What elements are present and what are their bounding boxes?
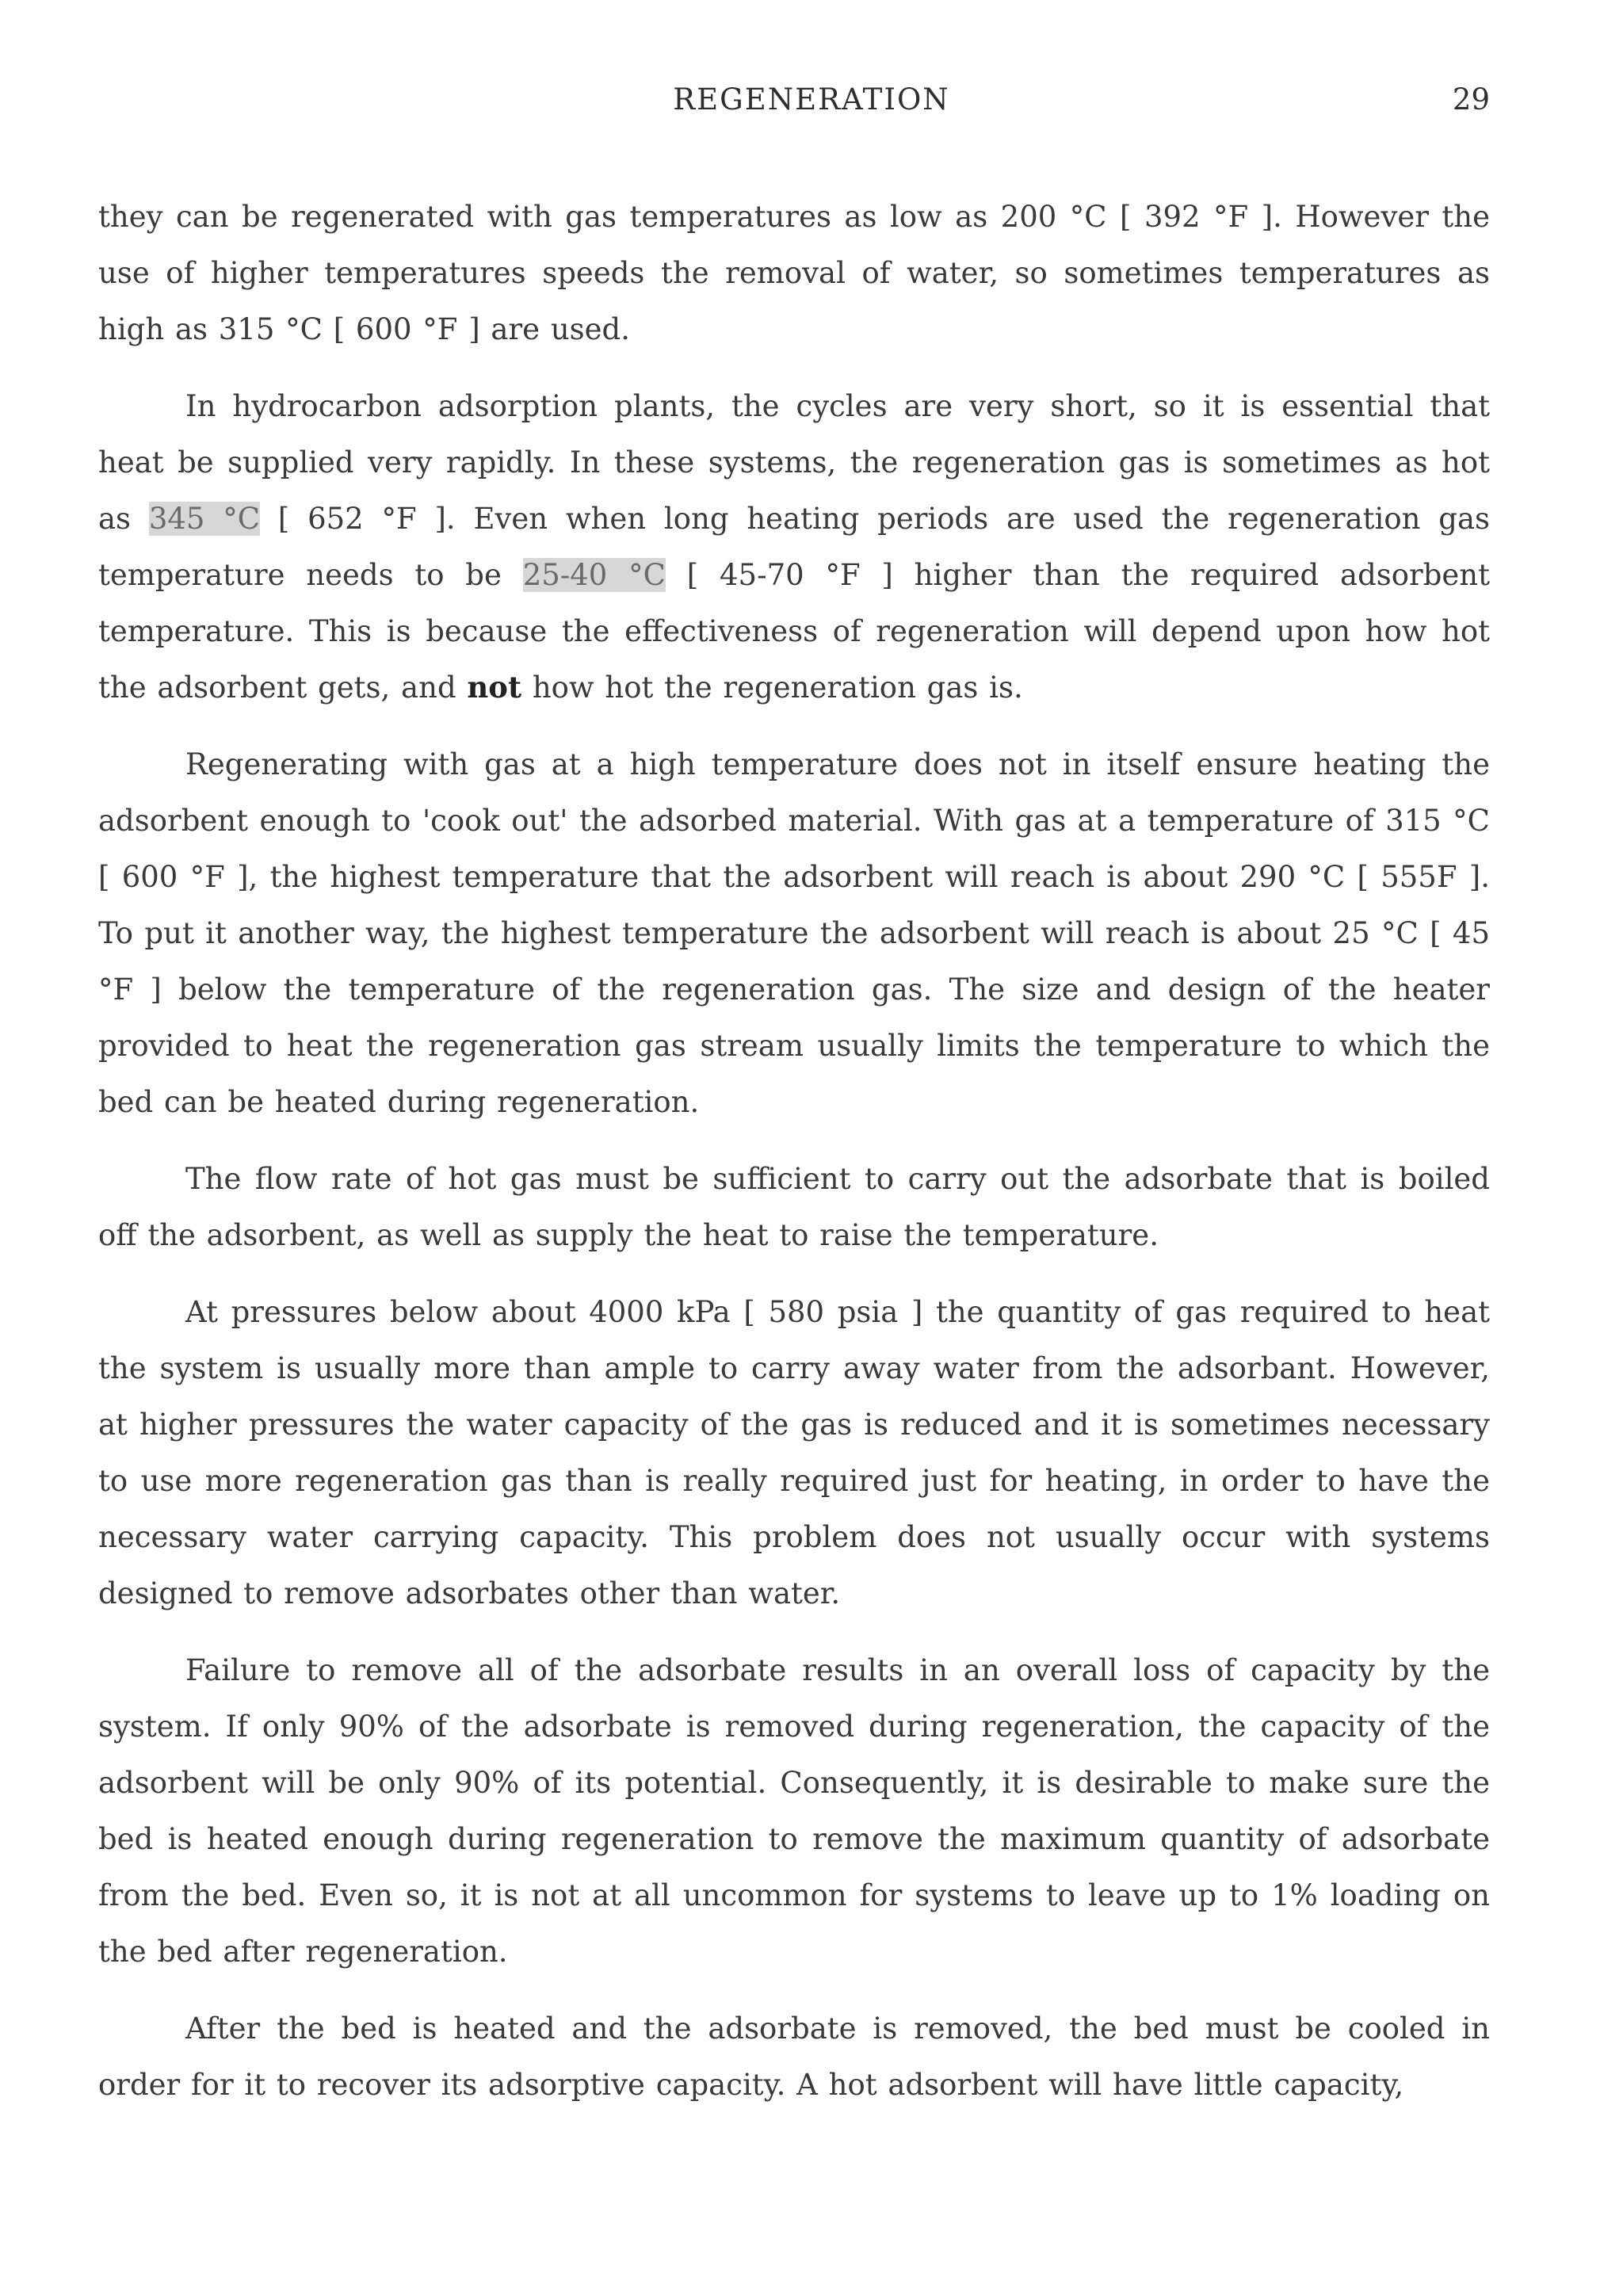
running-header [0, 82, 1623, 122]
paragraph-2-text-b: [ 652 °F ]. Even when long heating periods are used the regeneration gas temperature needs to be [98, 502, 1490, 592]
paragraph-2-text-a: In hydrocarbon adsorption plants, the cycles are very short, so it is essential that heat be supplied very rapidly. In these systems, the regeneration gas is sometimes as hot as [98, 389, 1490, 536]
paragraph-2-text-c: [ 45-70 °F ] higher than the required adsorbent temperature. This is because the effectiveness of regeneration will depend upon how hot the adsorbent gets, and [98, 558, 1490, 705]
emphasis-not: not [467, 670, 522, 705]
paragraph-7-text: After the bed is heated and the adsorbate is removed, the bed must be cooled in order for it to recover its adsorptive capacity. A hot adsorbent will have little capacity, [98, 2011, 1490, 2102]
paragraph-5-text: At pressures below about 4000 kPa [ 580 psia ] the quantity of gas required to heat the system is usually more than ample to carry away water from the adsorbant. However, at higher pressures the water capacity of the gas is reduced and it is sometimes necessary to use more regeneration gas than is really required just for heating, in order to have the necessary water carrying capacity. This problem does not usually occur with systems designed to remove adsorbates other than water. [98, 1295, 1490, 1610]
paragraph-6-text: Failure to remove all of the adsorbate results in an overall loss of capacity by the system. If only 90% of the adsorbate is removed during regeneration, the capacity of the adsorbent will be only 90% of its potential. Consequently, it is desirable to make sure the bed is heated enough during regeneration to remove the maximum quantity of adsorbate from the bed. Even so, it is not at all uncommon for systems to leave up to 1% loading on the bed after regeneration. [98, 1653, 1490, 1969]
highlighted-temperature-345: 345 °C [148, 502, 261, 536]
page-number: 29 [1452, 82, 1490, 117]
paragraph-1-text: they can be regenerated with gas temperatures as low as 200 °C [ 392 °F ]. However the use of higher temperatures speeds the removal of water, so sometimes temperatures as high as 315 °C [ 600 °F ] are used. [98, 200, 1490, 346]
paragraph-6 [98, 1642, 1490, 1980]
highlighted-temperature-range: 25-40 °C [522, 558, 666, 592]
paragraph-4-text: The flow rate of hot gas must be sufficient to carry out the adsorbate that is boiled off the adsorbent, as well as supply the heat to raise the temperature. [98, 1162, 1490, 1252]
paragraph-1 [98, 189, 1490, 357]
running-title: REGENERATION [673, 82, 950, 117]
paragraph-3 [98, 736, 1490, 1130]
paragraph-2 [98, 378, 1490, 716]
paragraph-7 [98, 2000, 1490, 2113]
paragraph-3-text: Regenerating with gas at a high temperature does not in itself ensure heating the adsorbent enough to 'cook out' the adsorbed material. With gas at a temperature of 315 °C [ 600 °F ], the highest temperature that the adsorbent will reach is about 290 °C [ 555F ]. To put it another way, the highest temperature the adsorbent will reach is about 25 °C [ 45 °F ] below the temperature of the regeneration gas. The size and design of the heater provided to heat the regeneration gas stream usually limits the temperature to which the bed can be heated during regeneration. [98, 747, 1490, 1119]
body-text [98, 189, 1490, 2134]
paragraph-5 [98, 1284, 1490, 1622]
paragraph-2-text-d: how hot the regeneration gas is. [521, 670, 1023, 705]
paragraph-4 [98, 1151, 1490, 1263]
